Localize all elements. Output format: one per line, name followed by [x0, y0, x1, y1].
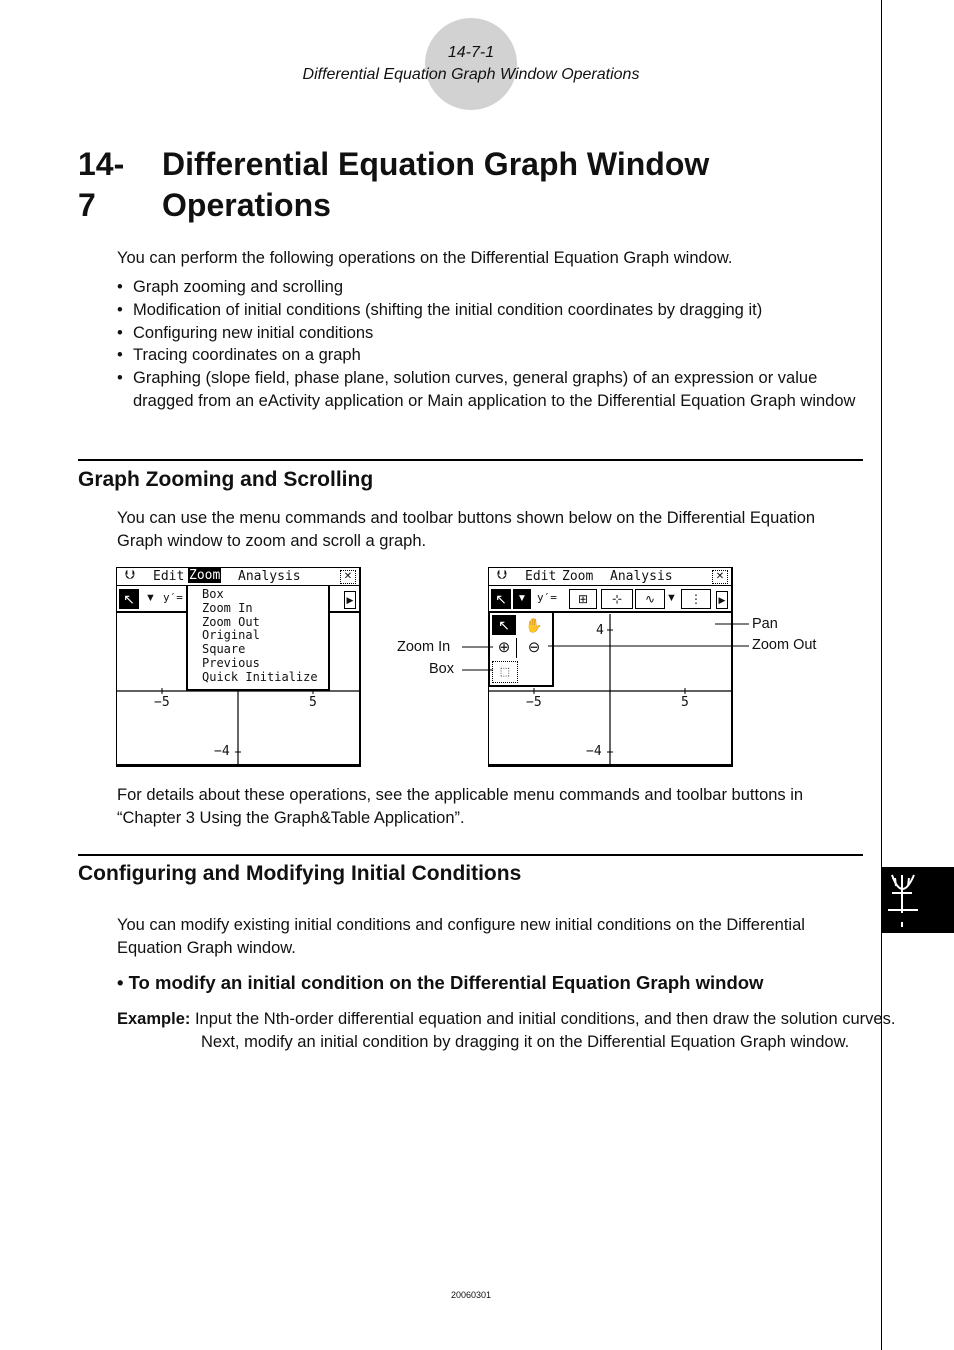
callout-zoom-in: Zoom In: [397, 639, 451, 655]
example-label: Example:: [117, 1010, 191, 1028]
pan-hand-icon[interactable]: ✋: [525, 617, 543, 633]
tick-label-xmax: 5: [681, 695, 689, 710]
phase-plane-icon[interactable]: ⊹: [601, 589, 633, 609]
menu-zoom[interactable]: Zoom: [189, 568, 221, 583]
section-zoom-text: You can use the menu commands and toolbar buttons shown below on the Differential Equation Graph window to zoom and scroll a graph.: [117, 509, 816, 550]
tick-label-xmin: −5: [526, 695, 542, 710]
menu-edit[interactable]: Edit: [525, 569, 557, 584]
toolbar-scroll-right-icon[interactable]: ▶: [716, 591, 728, 609]
running-title: Differential Equation Graph Window Operations: [302, 66, 640, 83]
operations-list: [117, 276, 857, 413]
menu-item-original[interactable]: Original: [202, 628, 260, 643]
menu-item-quick-initialize[interactable]: Quick Initialize: [202, 669, 318, 684]
list-item: • Tracing coordinates on a graph: [117, 344, 857, 367]
tick-label-xmin: −5: [154, 695, 170, 710]
menu-toggle-icon[interactable]: ⮋: [125, 568, 135, 583]
procedure-heading: [117, 972, 763, 994]
zoom-dropdown-menu: [186, 585, 330, 691]
tick-label-ymax: 4: [596, 623, 604, 638]
zoom-in-icon[interactable]: ⊕: [492, 638, 517, 658]
zoom-menu-screenshot: [116, 567, 361, 767]
view-window-icon[interactable]: ⊞: [569, 589, 597, 609]
solution-curve-icon[interactable]: ∿: [635, 589, 665, 609]
title-number: 14-7: [78, 146, 125, 223]
section-heading-zoom: Graph Zooming and Scrolling: [78, 468, 374, 491]
dropdown-arrow-icon[interactable]: ▼: [513, 589, 531, 609]
section-initial-text: You can modify existing initial conditions and configure new initial conditions on the Differential Equation Graph window.: [117, 916, 805, 957]
list-item: • Configuring new initial conditions: [117, 322, 857, 345]
menu-item-box[interactable]: Box: [202, 587, 224, 601]
chapter-tab: [882, 867, 954, 933]
formula-tool-icon[interactable]: y′=: [163, 591, 183, 604]
example-text: Input the Nth-order differential equation and initial conditions, and then draw the solution curves. Next, modify an initial condition by dragging it on the Differential Equation Graph window.: [194, 1010, 896, 1051]
tick-label-xmax: 5: [309, 695, 317, 710]
page-number: 14-7-1: [447, 44, 495, 61]
list-item: • Graph zooming and scrolling: [117, 276, 857, 299]
zoom-out-icon[interactable]: ⊖: [527, 639, 541, 656]
list-item: • Modification of initial conditions (shifting the initial condition coordinates by dragging it): [117, 299, 857, 322]
menu-analysis[interactable]: Analysis: [610, 569, 673, 584]
close-icon[interactable]: ✕: [712, 570, 728, 584]
list-item: • Graphing (slope field, phase plane, solution curves, general graphs) of an expression or value dragged from an eActivity application or Main application to the Differential Equation Graph window: [117, 367, 857, 413]
section-divider: [78, 459, 863, 461]
menu-zoom[interactable]: Zoom: [562, 569, 594, 584]
menubar: [489, 568, 731, 586]
dropdown-arrow-icon[interactable]: ▼: [666, 592, 677, 604]
menu-item-zoom-in[interactable]: Zoom In: [202, 600, 253, 615]
dropdown-arrow-icon[interactable]: ▼: [145, 592, 156, 604]
slope-field-icon: [882, 867, 954, 933]
intro-text: You can perform the following operations on the Differential Equation Graph window.: [117, 249, 733, 267]
menu-analysis[interactable]: Analysis: [238, 569, 301, 584]
bullet-dot: •: [117, 972, 124, 993]
formula-tool-icon[interactable]: y′=: [537, 591, 557, 604]
menu-edit[interactable]: Edit: [153, 569, 185, 584]
pointer-tool-icon[interactable]: ↖: [119, 589, 139, 609]
callout-leader-lines: [455, 618, 755, 678]
menu-item-zoom-out[interactable]: Zoom Out: [202, 614, 260, 629]
section-divider: [78, 854, 863, 856]
tick-label-ymin: −4: [214, 744, 230, 759]
callout-zoom-out: Zoom Out: [752, 637, 817, 653]
header-circle-decoration: [425, 18, 517, 110]
pointer-tool-icon[interactable]: ↖: [491, 589, 511, 609]
footer-code: 20060301: [450, 1290, 492, 1300]
toolbar: [489, 587, 731, 613]
page-margin-line: [881, 0, 882, 1350]
pointer-tool-icon[interactable]: ↖: [492, 615, 516, 635]
tick-label-ymin: −4: [586, 744, 602, 759]
section-zoom-details: For details about these operations, see the applicable menu commands and toolbar buttons in “Chapter 3 Using the Graph&Table Application”.: [117, 786, 804, 827]
menubar: [117, 568, 359, 586]
callout-pan: Pan: [752, 616, 778, 632]
title-line-2: Operations: [162, 187, 331, 223]
callout-box: Box: [429, 661, 454, 677]
section-heading-initial-conditions: Configuring and Modifying Initial Conditions: [78, 862, 522, 885]
zoom-box-icon[interactable]: ⬚: [492, 661, 518, 683]
title-line-1: Differential Equation Graph Window: [162, 146, 710, 182]
example-block: [117, 1008, 936, 1053]
close-icon[interactable]: ✕: [340, 570, 356, 584]
procedure-heading-text: To modify an initial condition on the Differential Equation Graph window: [128, 972, 764, 993]
table-icon[interactable]: ⋮: [681, 589, 711, 609]
menu-item-previous[interactable]: Previous: [202, 655, 260, 670]
menu-toggle-icon[interactable]: ⮋: [497, 568, 507, 583]
toolbar-scroll-right-icon[interactable]: ▶: [344, 591, 356, 609]
menu-item-square[interactable]: Square: [202, 642, 246, 657]
